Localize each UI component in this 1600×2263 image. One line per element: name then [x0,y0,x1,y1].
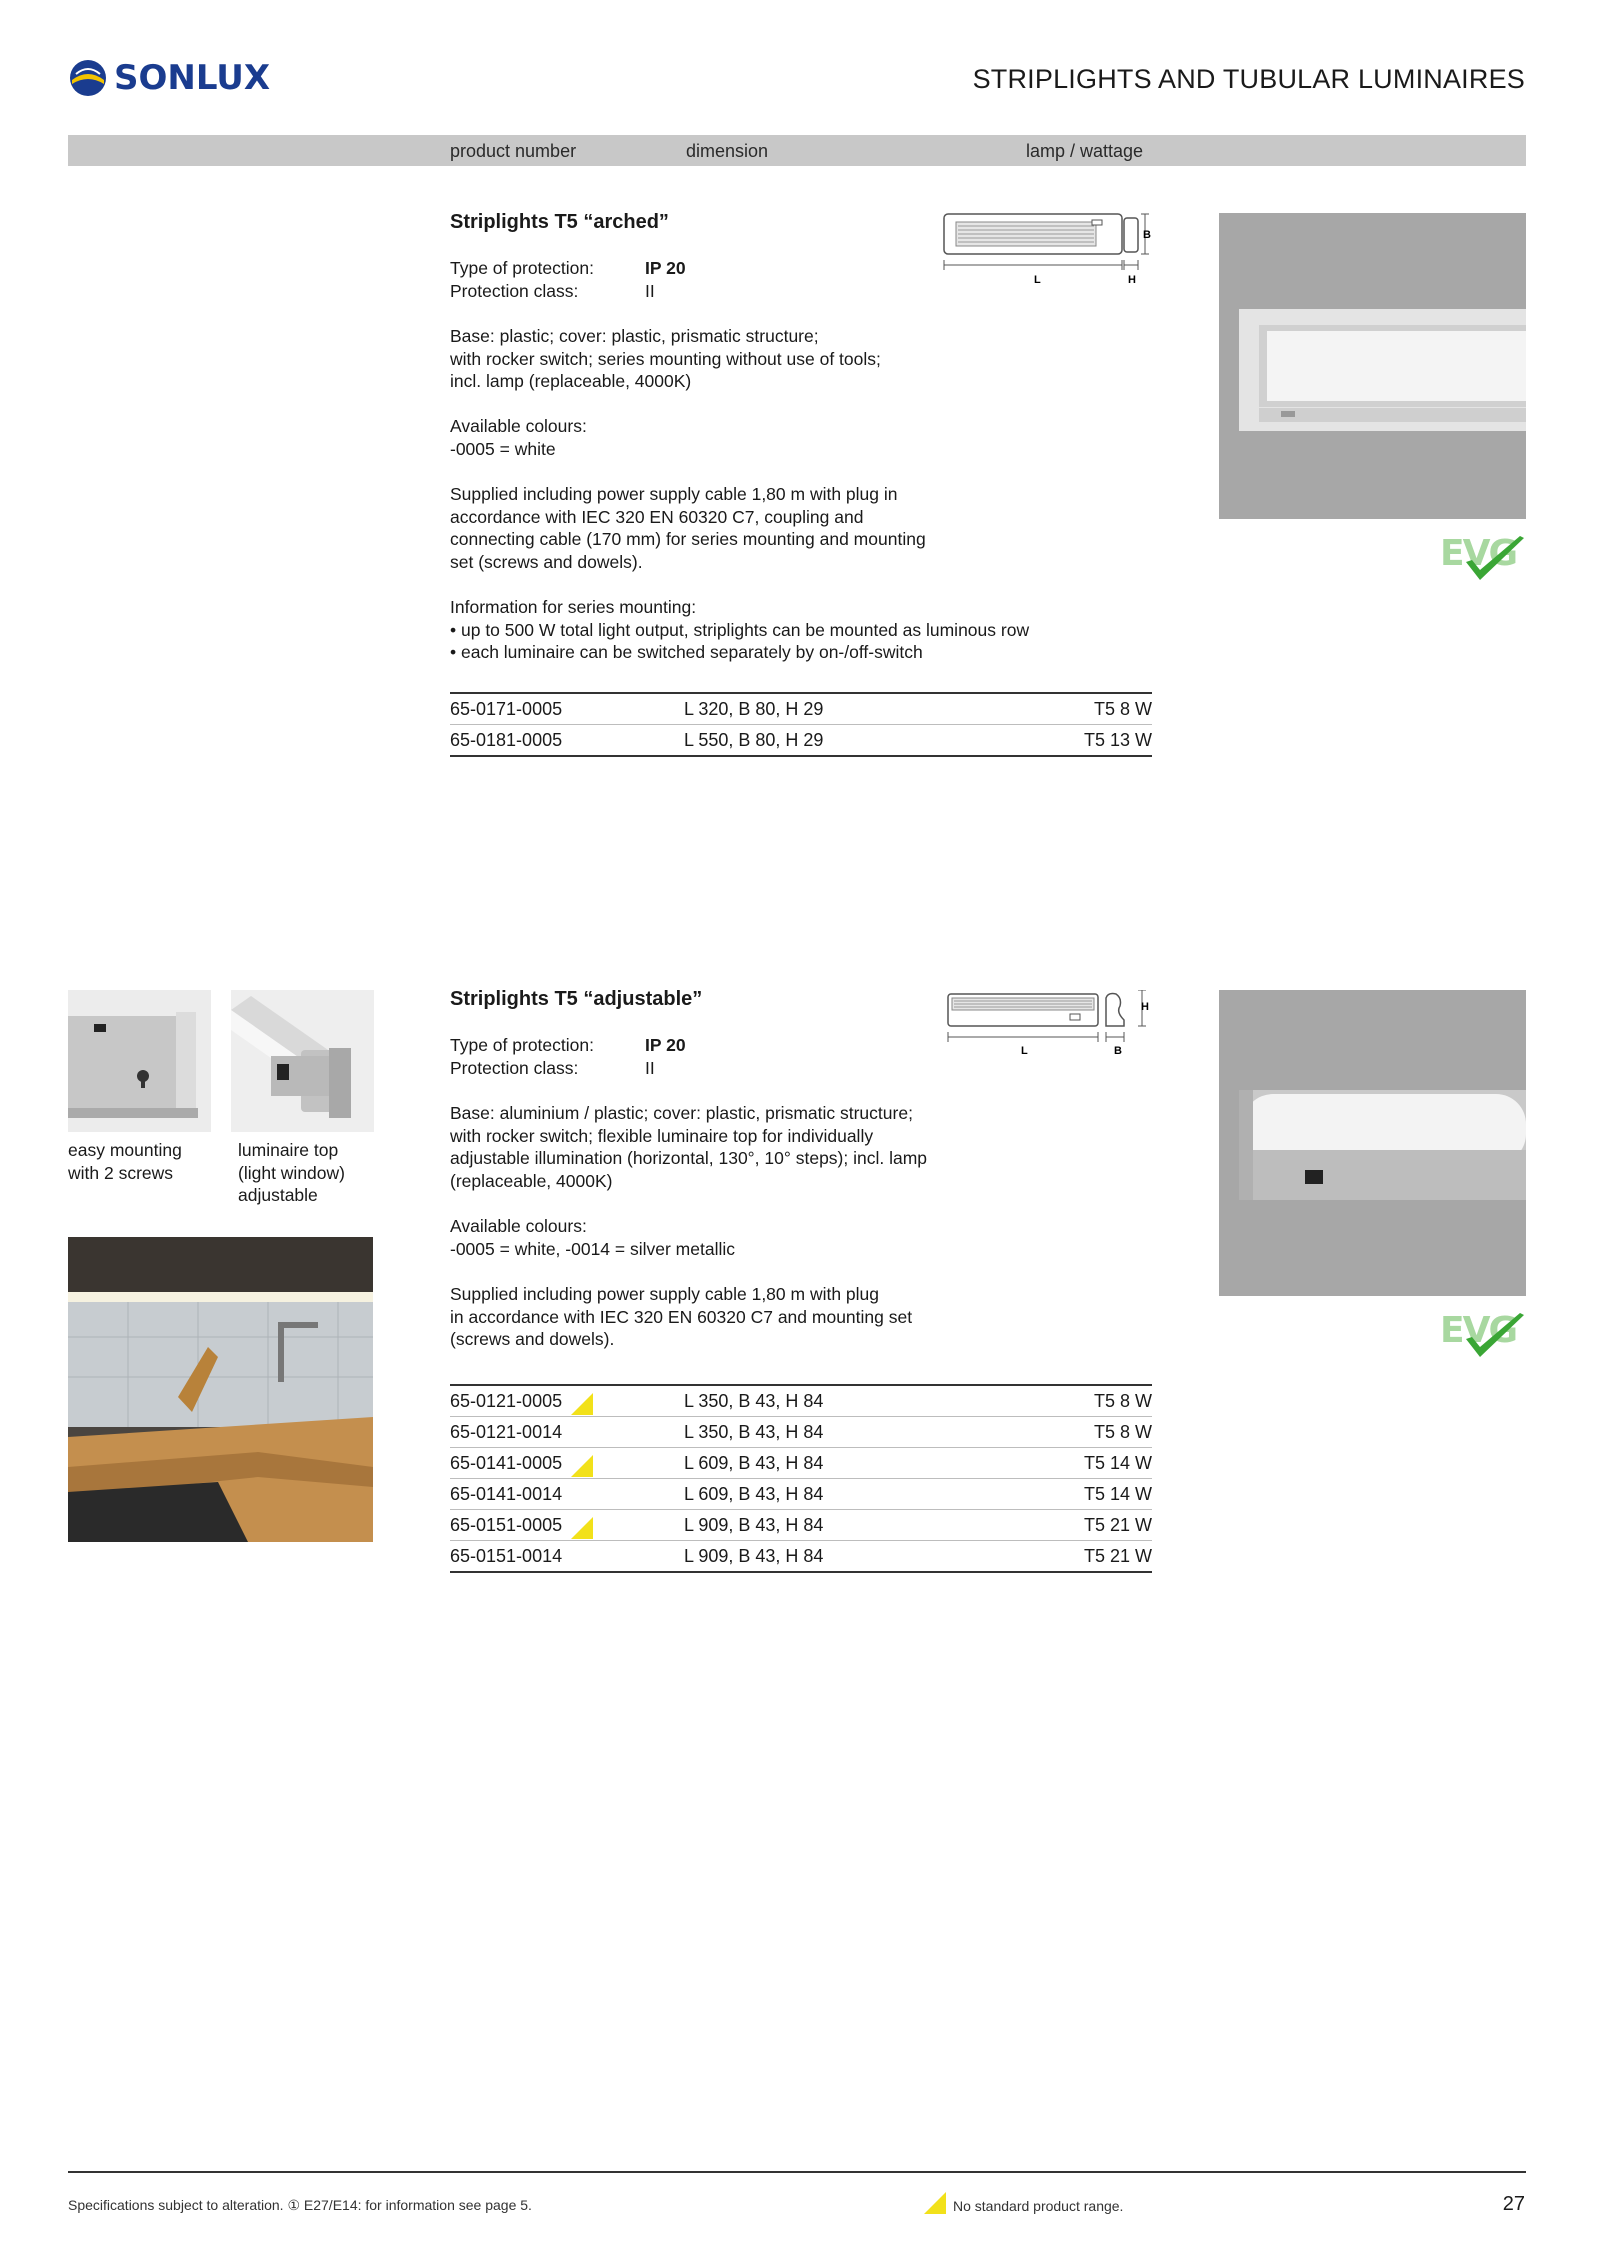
product-number: 65-0121-0005 [450,1391,563,1411]
product-number: 65-0121-0014 [450,1422,563,1442]
product-table [450,692,1152,757]
text-line: (screws and dowels). [450,1329,615,1349]
protection-spec [450,257,686,302]
lamp-wattage: T5 13 W [1083,730,1152,750]
footer-legend: No standard product range. [953,2198,1124,2214]
caption-easy-mounting [68,1139,182,1184]
evg-check-icon [1462,1311,1528,1367]
text-line: in accordance with IEC 320 EN 60320 C7 and mounting set [450,1306,913,1327]
sonlux-emblem-icon [68,58,108,98]
text-line: luminaire top [238,1140,339,1160]
column-header-bar [68,135,1526,166]
text-line: (light window) [238,1162,345,1183]
protection-spec [450,1034,686,1079]
text-line: with rocker switch; series mounting without use of tools; [450,348,881,369]
table-row [450,1540,1152,1571]
text-line: with 2 screws [68,1162,174,1183]
table-row [450,1447,1152,1478]
text-line: accordance with IEC 320 EN 60320 C7, coupling and [450,506,864,527]
footer-divider [68,2171,1526,2173]
sonlux-logo [68,58,270,98]
class-label: Protection class: [450,280,579,301]
text-line: Information for series mounting: [450,597,697,617]
evg-text: EVG [1440,1310,1517,1351]
page-number: 27 [1502,2193,1525,2215]
table-row [450,694,1152,724]
product-photo [1219,213,1526,519]
striplight-photo [1219,213,1526,519]
text-line: -0005 = white, -0014 = silver metallic [450,1238,735,1259]
protection-label: Type of protection: [450,1035,594,1055]
mounting-photo [68,990,211,1132]
page-title: STRIPLIGHTS AND TUBULAR LUMINAIRES [972,64,1525,94]
lamp-wattage: T5 14 W [1083,1453,1152,1473]
product-number: 65-0181-0005 [450,730,563,750]
text-line: Base: plastic; cover: plastic, prismatic structure; [450,326,819,346]
available-colours [450,415,587,460]
caption-luminaire-top [238,1139,345,1207]
column-lamp-wattage: lamp / wattage [1026,141,1144,161]
text-line: with rocker switch; flexible luminaire top for individually [450,1125,874,1146]
text-line: easy mounting [68,1140,182,1160]
striplight-adjustable-photo [1219,990,1526,1296]
luminaire-top-photo [231,990,374,1132]
column-product-number: product number [450,141,577,161]
product-photo [1219,990,1526,1296]
text-line: • each luminaire can be switched separately by on-/off-switch [450,642,923,662]
product-number: 65-0151-0014 [450,1546,563,1566]
base-description [450,1102,927,1192]
brand-name: SONLUX [114,58,271,98]
table-row [450,1478,1152,1509]
drawing-label-l: L [1021,1045,1028,1057]
non-standard-marker-icon [571,1393,593,1415]
product-number: 65-0151-0005 [450,1515,563,1535]
text-line: Available colours: [450,1216,587,1236]
product-table [450,1384,1152,1573]
legend-triangle-icon [924,2192,946,2214]
class-label: Protection class: [450,1057,579,1078]
supplied-description [450,483,926,573]
drawing-label-h: H [1128,274,1136,285]
series-mounting-info [450,596,1029,664]
text-line: incl. lamp (replaceable, 4000K) [450,371,692,391]
detail-photo-luminaire-top [231,990,374,1132]
dimension: L 609, B 43, H 84 [684,1453,824,1473]
drawing-label-h: H [1141,1001,1149,1013]
base-description [450,325,881,393]
dimension: L 909, B 43, H 84 [684,1515,824,1535]
table-row [450,1386,1152,1416]
available-colours [450,1215,735,1260]
dimension: L 320, B 80, H 29 [684,699,824,719]
text-line: adjustable [238,1185,318,1205]
dimension: L 350, B 43, H 84 [684,1422,824,1442]
column-dimension: dimension [686,141,769,161]
dimension-drawing [946,990,1156,1058]
kitchen-photo [68,1237,373,1542]
product-number: 65-0141-0005 [450,1453,563,1473]
lamp-wattage: T5 21 W [1083,1546,1152,1566]
dimension: L 350, B 43, H 84 [684,1391,824,1411]
protection-label: Type of protection: [450,258,594,278]
class-value: II [645,1057,655,1078]
table-row [450,1416,1152,1447]
text-line: adjustable illumination (horizontal, 130°, 10° steps); incl. lamp [450,1148,928,1168]
table-row [450,1509,1152,1540]
text-line: Available colours: [450,416,587,436]
protection-value: IP 20 [645,1035,686,1055]
non-standard-marker-icon [571,1455,593,1477]
lamp-wattage: T5 8 W [1093,1422,1152,1442]
product-title: Striplights T5 “arched” [450,211,669,233]
text-line: Base: aluminium / plastic; cover: plastic, prismatic structure; [450,1103,913,1123]
drawing-label-l: L [1034,274,1041,285]
lamp-wattage: T5 14 W [1083,1484,1152,1504]
supplied-description [450,1283,912,1351]
text-line: connecting cable (170 mm) for series mounting and mounting [450,529,926,549]
dimension: L 609, B 43, H 84 [684,1484,824,1504]
class-value: II [645,280,655,301]
evg-text: EVG [1440,533,1517,574]
protection-value: IP 20 [645,258,686,278]
evg-check-icon [1462,534,1528,590]
drawing-label-b: B [1143,229,1151,241]
kitchen-scene [68,1237,373,1542]
lamp-wattage: T5 8 W [1093,1391,1152,1411]
text-line: (replaceable, 4000K) [450,1170,613,1191]
product-number: 65-0141-0014 [450,1484,563,1504]
drawing-label-b: B [1114,1045,1122,1057]
dimension: L 550, B 80, H 29 [684,730,824,750]
text-line: Supplied including power supply cable 1,80 m with plug in [450,484,898,504]
text-line: • up to 500 W total light output, striplights can be mounted as luminous row [450,619,1030,640]
product-number: 65-0171-0005 [450,699,563,719]
text-line: -0005 = white [450,438,556,459]
dimension: L 909, B 43, H 84 [684,1546,824,1566]
table-row [450,724,1152,755]
text-line: Supplied including power supply cable 1,80 m with plug [450,1284,880,1304]
text-line: set (screws and dowels). [450,551,643,572]
dimension-drawing [942,210,1156,285]
non-standard-marker-icon [571,1517,593,1539]
lamp-wattage: T5 21 W [1083,1515,1152,1535]
lamp-wattage: T5 8 W [1093,699,1152,719]
footer-note: Specifications subject to alteration. ① E27/E14: for information see page 5. [68,2197,532,2213]
detail-photo-mounting [68,990,211,1132]
product-title: Striplights T5 “adjustable” [450,988,703,1010]
